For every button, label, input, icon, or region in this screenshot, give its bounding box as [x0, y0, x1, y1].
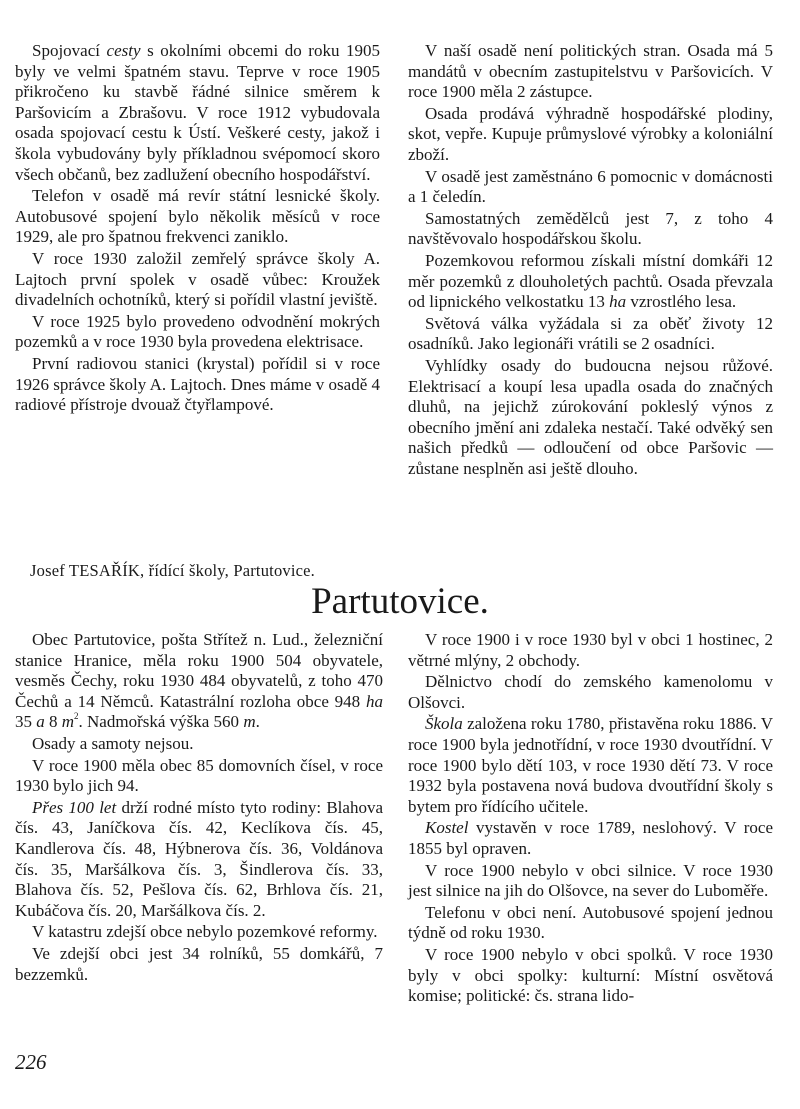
paragraph: Spojovací cesty s okolními obcemi do roku 1905 byly ve velmi špatném stavu. Teprve v roce 1905 přikročeno ku stavbě řádné silnice směrem k Paršovicím a Zbrašovu. V roce 1912 vybudovala osada spojovací cestu k Ústí. Veškeré cesty, jakož i škola vybudovány byly příkladnou svépomocí skoro všech občanů, bez zadlužení obecního hospodářství. [15, 41, 380, 184]
paragraph: Telefon v osadě má revír státní lesnické školy. Autobusové spojení bylo několik měsíců v roce 1929, ale pro špatnou frekvenci zaniklo. [15, 186, 380, 247]
paragraph: Osady a samoty nejsou. [32, 733, 194, 753]
paragraph: Pozemkovou reformou získali místní domkáři 12 měr pozemků z dlouholetých pachtů. Osada převzala od lipnického velkostatku 13 ha vzrostlého lesa. [408, 250, 773, 312]
top-left-column [15, 41, 380, 416]
paragraph: Osada prodává výhradně hospodářské plodiny, skot, vepře. Kupuje průmyslové výrobky a koloniální zboží. [408, 103, 773, 164]
article-title: Partutovice. [311, 581, 489, 622]
paragraph: V roce 1900 nebylo v obci silnice. V roce 1930 jest silnice na jih do Olšovce, na sever do Luboměře. [408, 860, 773, 901]
paragraph: V naší osadě není politických stran. Osada má 5 mandátů v obecním zastupitelstvu v Paršovicích. V roce 1900 měla 2 zástupce. [408, 41, 773, 102]
page-number: 226 [15, 1050, 47, 1074]
paragraph: Škola založena roku 1780, přistavěna roku 1886. V roce 1900 byla jednotřídní, v roce 1930 dvoutřídní. V roce 1900 bylo dětí 103, v roce 1930 dětí 73. V roce 1932 byla postavena nová budova dvoutřídní školy s bytem pro řídícího učitele. [408, 714, 773, 816]
paragraph: V roce 1900 i v roce 1930 byl v obci 1 hostinec, 2 větrné mlýny, 2 obchody. [408, 630, 773, 670]
paragraph: Ve zdejší obci jest 34 rolníků, 55 domkářů, 7 bezzemků. [15, 943, 383, 984]
paragraph: V roce 1900 měla obec 85 domovních čísel, v roce 1930 bylo jich 94. [15, 755, 383, 796]
paragraph: Obec Partutovice, pošta Střítež n. Lud., železniční stanice Hranice, měla roku 1900 504 obyvatele, vesměs Čechy, roku 1930 484 obyvatelů, z toho 470 Čechů a 14 Němců. Katastrální rozloha obce 948 ha 35 a 8 $m^2$. Nadmořská výška 560 m. [15, 630, 383, 732]
paragraph: Telefonu v obci není. Autobusové spojení jednou týdně od roku 1930. [408, 902, 773, 943]
paragraph: V katastru zdejší obce nebylo pozemkové reformy. [32, 922, 378, 942]
paragraph: Vyhlídky osady do budoucna nejsou růžové. Elektrisací a koupí lesa upadla osada do značných dluhů, na jejichž zúrokování pokleslý výnos z obecního jmění ani zdaleka nestačí. Také odvěký sen našich předků — odloučení od obce Paršovic — zůstane nesplněn asi ještě dlouho. [408, 355, 773, 478]
paragraph: Samostatných zemědělců jest 7, z toho 4 navštěvovalo hospodářskou školu. [408, 208, 773, 249]
bottom-right-column [408, 630, 773, 1007]
top-right-column [408, 41, 773, 479]
paragraph: V osadě jest zaměstnáno 6 pomocnic v domácnosti a 1 čeledín. [408, 166, 773, 207]
author-byline: Josef TESAŘÍK, řídící školy, Partutovice. [30, 561, 316, 580]
paragraph: V roce 1930 založil zemřelý správce školy A. Lajtoch první spolek v osadě vůbec: Kroužek divadelních ochotníků, který si pořídil vlastní jeviště. [15, 248, 380, 310]
paragraph: Přes 100 let drží rodné místo tyto rodiny: Blahova čís. 43, Janíčkova čís. 42, Keclíkova čís. 45, Kandlerova čís. 48, Hýbnerova čís. 36, Voldánova čís. 35, Maršálkova čís. 3, Šindlerova čís. 33, Blahova čís. 52, Pešlova čís. 62, Brhlova čís. 21, Kubáčova čís. 20, Maršálkova čís. 2. [15, 797, 383, 920]
paragraph: Kostel vystavěn v roce 1789, neslohový. V roce 1855 byl opraven. [408, 818, 773, 858]
paragraph: Světová válka vyžádala si za oběť životy 12 osadníků. Jako legionáři vrátili se 2 osadníci. [408, 313, 773, 354]
bottom-left-column [15, 630, 383, 985]
paragraph: První radiovou stanici (krystal) pořídil si v roce 1926 správce školy A. Lajtoch. Dnes máme v osadě 4 radiové přístroje dvouaž čtyřlampové. [15, 353, 380, 415]
paragraph: V roce 1900 nebylo v obci spolků. V roce 1930 byly v obci spolky: kulturní: Místní osvětová komise; politické: čs. strana lido- [408, 944, 773, 1006]
paragraph: Dělnictvo chodí do zemského kamenolomu v Olšovci. [408, 672, 773, 712]
paragraph: V roce 1925 bylo provedeno odvodnění mokrých pozemků a v roce 1930 byla provedena elektrisace. [15, 311, 380, 352]
